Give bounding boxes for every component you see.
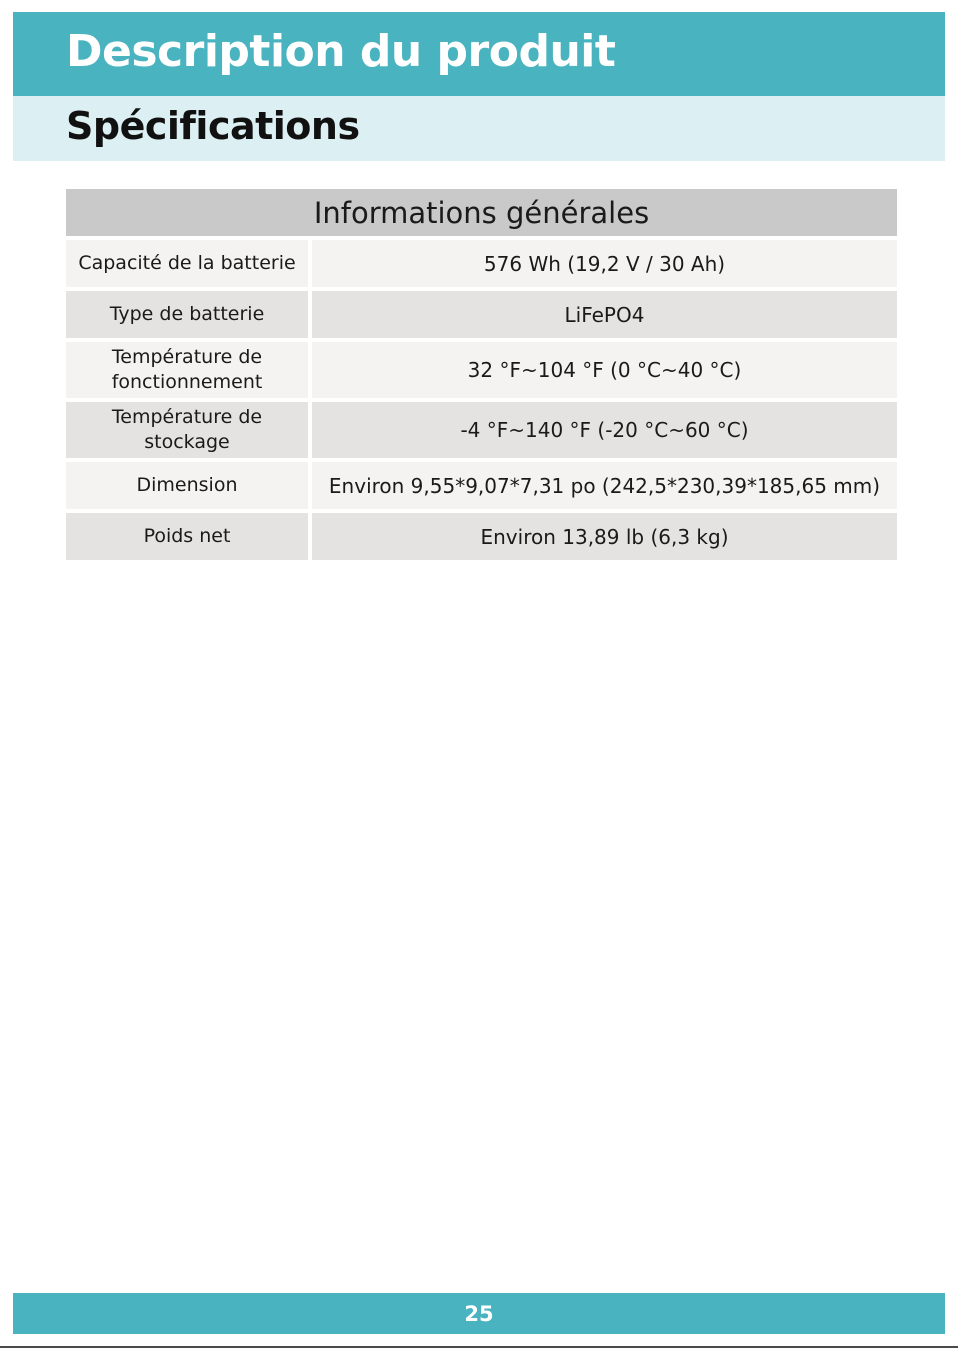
row-label: Capacité de la batterie [66,240,308,287]
row-value: Environ 13,89 lb (6,3 kg) [312,513,897,560]
header-band [13,12,945,96]
row-value: Environ 9,55*9,07*7,31 po (242,5*230,39*185,65 mm) [312,462,897,509]
row-label: Type de batterie [66,291,308,338]
row-value: 32 °F~104 °F (0 °C~40 °C) [312,342,897,398]
section-title: Spécifications [66,104,360,148]
row-value: 576 Wh (19,2 V / 30 Ah) [312,240,897,287]
table-row [66,342,897,398]
footer-band [13,1293,945,1334]
table-row [66,462,897,509]
bottom-divider [0,1346,958,1348]
row-label: Température de stockage [66,402,308,458]
row-label: Poids net [66,513,308,560]
page-title: Description du produit [66,26,616,77]
table-row [66,291,897,338]
table-heading: Informations générales [66,189,897,236]
subheader-band [13,96,945,161]
table-row [66,402,897,458]
table-row [66,513,897,560]
spec-table [66,189,897,560]
row-value: -4 °F~140 °F (-20 °C~60 °C) [312,402,897,458]
table-row [66,240,897,287]
page-number: 25 [464,1301,494,1326]
row-label: Dimension [66,462,308,509]
row-value: LiFePO4 [312,291,897,338]
row-label: Température de fonctionnement [66,342,308,398]
